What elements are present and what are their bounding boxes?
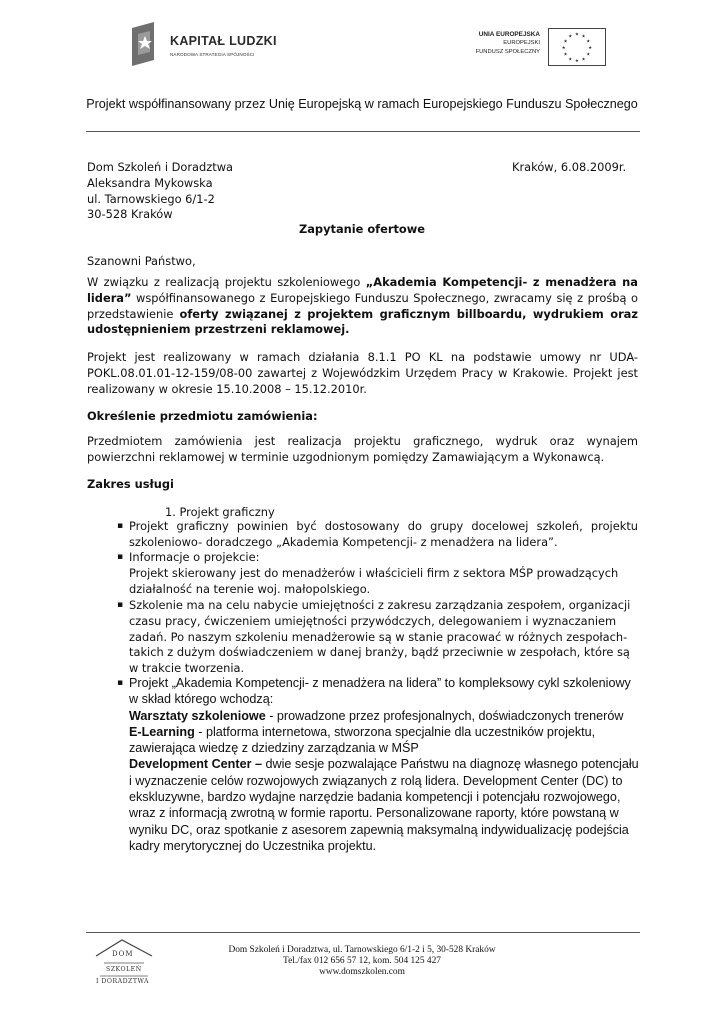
letter-subject: Zapytanie ofertowe xyxy=(298,222,425,236)
sender-line: Aleksandra Mykowska xyxy=(87,175,213,190)
svg-text:★: ★ xyxy=(568,57,573,63)
project-info-label: Informacje o projekcie: xyxy=(129,550,260,564)
logo-word-doradztwa: I DORADZTWA xyxy=(96,978,149,985)
numbered-item: 1. Projekt graficzny xyxy=(165,505,275,519)
eu-line-2: EUROPEJSKI xyxy=(503,40,540,46)
logo-word-szkolen: SZKOLEŃ xyxy=(106,966,142,973)
svg-text:★: ★ xyxy=(586,52,591,58)
svg-text:★: ★ xyxy=(588,45,593,51)
sender-line: Dom Szkoleń i Doradztwa xyxy=(87,160,233,174)
bullet-icon: ▪ xyxy=(117,600,124,610)
eu-line-1: UNIA EUROPEJSKA xyxy=(478,31,540,38)
bullet-icon: ▪ xyxy=(117,521,124,531)
bullet-item-project-info xyxy=(129,550,638,597)
workshops-label: Warsztaty szkoleniowe xyxy=(129,708,266,723)
bullet-icon: ▪ xyxy=(117,678,124,688)
svg-text:★: ★ xyxy=(563,39,568,45)
eu-flag-icon xyxy=(548,28,606,66)
service-scope-heading: Zakres usługi xyxy=(87,477,174,491)
eu-logo xyxy=(458,28,606,68)
intro-paragraph xyxy=(87,275,638,338)
cofinancing-statement: Projekt współfinansowany przez Unię Europejską w ramach Europejskiego Funduszu Społecznego xyxy=(86,97,638,111)
elearning-item xyxy=(129,724,641,757)
footer-address: Dom Szkoleń i Doradztwa, ul. Tarnowskiego 6/1-2 i 5, 30-528 Kraków xyxy=(228,945,496,955)
intro-text-2: współfinansowanego z Europejskiego Funduszu Społecznego, zwracamy się z prośbą o przedstawienie xyxy=(87,290,638,321)
svg-text:★: ★ xyxy=(561,45,566,51)
elearning-text: - platforma internetowa, stworzona specjalnie dla uczestników projektu, zawierająca wiedzę z dziedziny zarządzania w MŚP xyxy=(129,724,596,756)
kapital-ludzki-logo xyxy=(128,22,288,68)
svg-text:★: ★ xyxy=(563,52,568,58)
svg-text:★: ★ xyxy=(581,57,586,63)
svg-text:★: ★ xyxy=(581,34,586,40)
sender-line: 30-528 Kraków xyxy=(87,207,173,222)
sender-line: ul. Tarnowskiego 6/1-2 xyxy=(87,191,215,206)
eu-logo-text xyxy=(476,30,540,57)
workshops-text: - prowadzone przez profesjonalnych, doświadczonych trenerów xyxy=(265,708,624,723)
bullet-icon: ▪ xyxy=(117,552,124,562)
greeting: Szanowni Państwo, xyxy=(87,254,196,268)
workshops-item xyxy=(129,708,641,724)
svg-text:★: ★ xyxy=(568,34,573,40)
kapital-ludzki-subtitle: NARODOWA STRATEGIA SPÓJNOŚCI xyxy=(170,52,255,57)
project-info-text: Projekt skierowany jest do menadżerów i właścicieli firm z sektora MŚP prowadzących działalność na terenie woj. małopolskiego. xyxy=(129,565,619,596)
kapital-ludzki-mark-icon xyxy=(128,22,162,66)
svg-text:★: ★ xyxy=(586,39,591,45)
order-subject-paragraph: Przedmiotem zamówienia jest realizacja projektu graficznego, wydruk oraz wynajem powierzchni reklamowej w terminie uzgodnionym pomiędzy Zamawiającym a Wykonawcą. xyxy=(87,434,638,464)
letter-date: Kraków, 6.08.2009r. xyxy=(512,160,627,174)
project-name: „Akademia Kompetencji- z menadżera na lidera” xyxy=(87,275,638,305)
footer-divider xyxy=(86,932,640,933)
bullet-item-training-goals: Szkolenie ma na celu nabycie umiejętności z zakresu zarządzania zespołem, organizacji czasu pracy, ćwiczeniem umiejętności przywódczych, delegowaniem i wyznaczaniem zadań. Po naszym szkoleniu menadżerowie są w stanie pracować w różnych zespołach- takich z dużym doświadczeniem w danej branży, bądź przeciwnie w zespołach, które są w trakcie tworzenia. xyxy=(129,598,631,676)
kapital-ludzki-title: KAPITAŁ LUDZKI xyxy=(170,34,277,48)
offer-request: oferty związanej z projektem graficznym billboardu, wydrukiem oraz udostępnieniem przestrzeni reklamowej. xyxy=(87,306,638,337)
development-center-text: dwie sesje pozwalające Państwu na diagnozę własnego potencjału i wyznaczenie celów rozwojowych związanych z rolą lidera. Development Center (DC) to ekskluzywne, bardzo wydajne narzędzie badania kompetencji i potencjału rozwojowego, wraz z informacją zwrotną w formie raportu. Personalizowane raporty, które powstaną w wyniku DC, oraz spotkanie z asesorem zapewnią maksymalną indywidualizację podejścia kadry merytorycznej do Uczestnika projektu. xyxy=(129,757,639,853)
project-info-paragraph: Projekt jest realizowany w ramach działania 8.1.1 PO KL na podstawie umowy nr UDA-POKL.08.01.01-12-159/08-00 zawartej z Wojewódzkim Urzędem Pracy w Krakowie. Projekt jest realizowany w okresie 15.10.2008 – 15.12.2010r. xyxy=(87,350,638,396)
footer-contact xyxy=(0,945,724,978)
footer-phone: Tel./fax 012 656 57 12, kom. 504 125 427 xyxy=(283,956,441,966)
bullet-item-training-cycle xyxy=(129,675,641,854)
svg-text:★: ★ xyxy=(574,59,580,65)
header-divider xyxy=(86,131,640,132)
training-cycle-intro: Projekt „Akademia Kompetencji- z menadżera na lidera” to kompleksowy cykl szkoleniowy w skład którego wchodzą: xyxy=(129,676,631,707)
development-center-item xyxy=(129,756,641,854)
development-center-label: Development Center – xyxy=(129,757,262,772)
elearning-label: E-Learning xyxy=(129,724,195,739)
order-subject-heading: Określenie przedmiotu zamówienia: xyxy=(87,409,318,423)
intro-text-1: W związku z realizacją projektu szkoleniowego xyxy=(87,275,366,289)
sender-address xyxy=(87,160,233,223)
footer-website: www.domszkolen.com xyxy=(319,967,405,977)
bullet-item-graphic-design: Projekt graficzny powinien być dostosowany do grupy docelowej szkoleń, projektu szkoleniowo- doradczego „Akademia Kompetencji- z menadżera na lidera”. xyxy=(129,519,638,549)
eu-line-3: FUNDUSZ SPOŁECZNY xyxy=(475,49,540,55)
svg-text:★: ★ xyxy=(574,32,580,38)
logo-word-dom: DOM xyxy=(112,950,134,958)
